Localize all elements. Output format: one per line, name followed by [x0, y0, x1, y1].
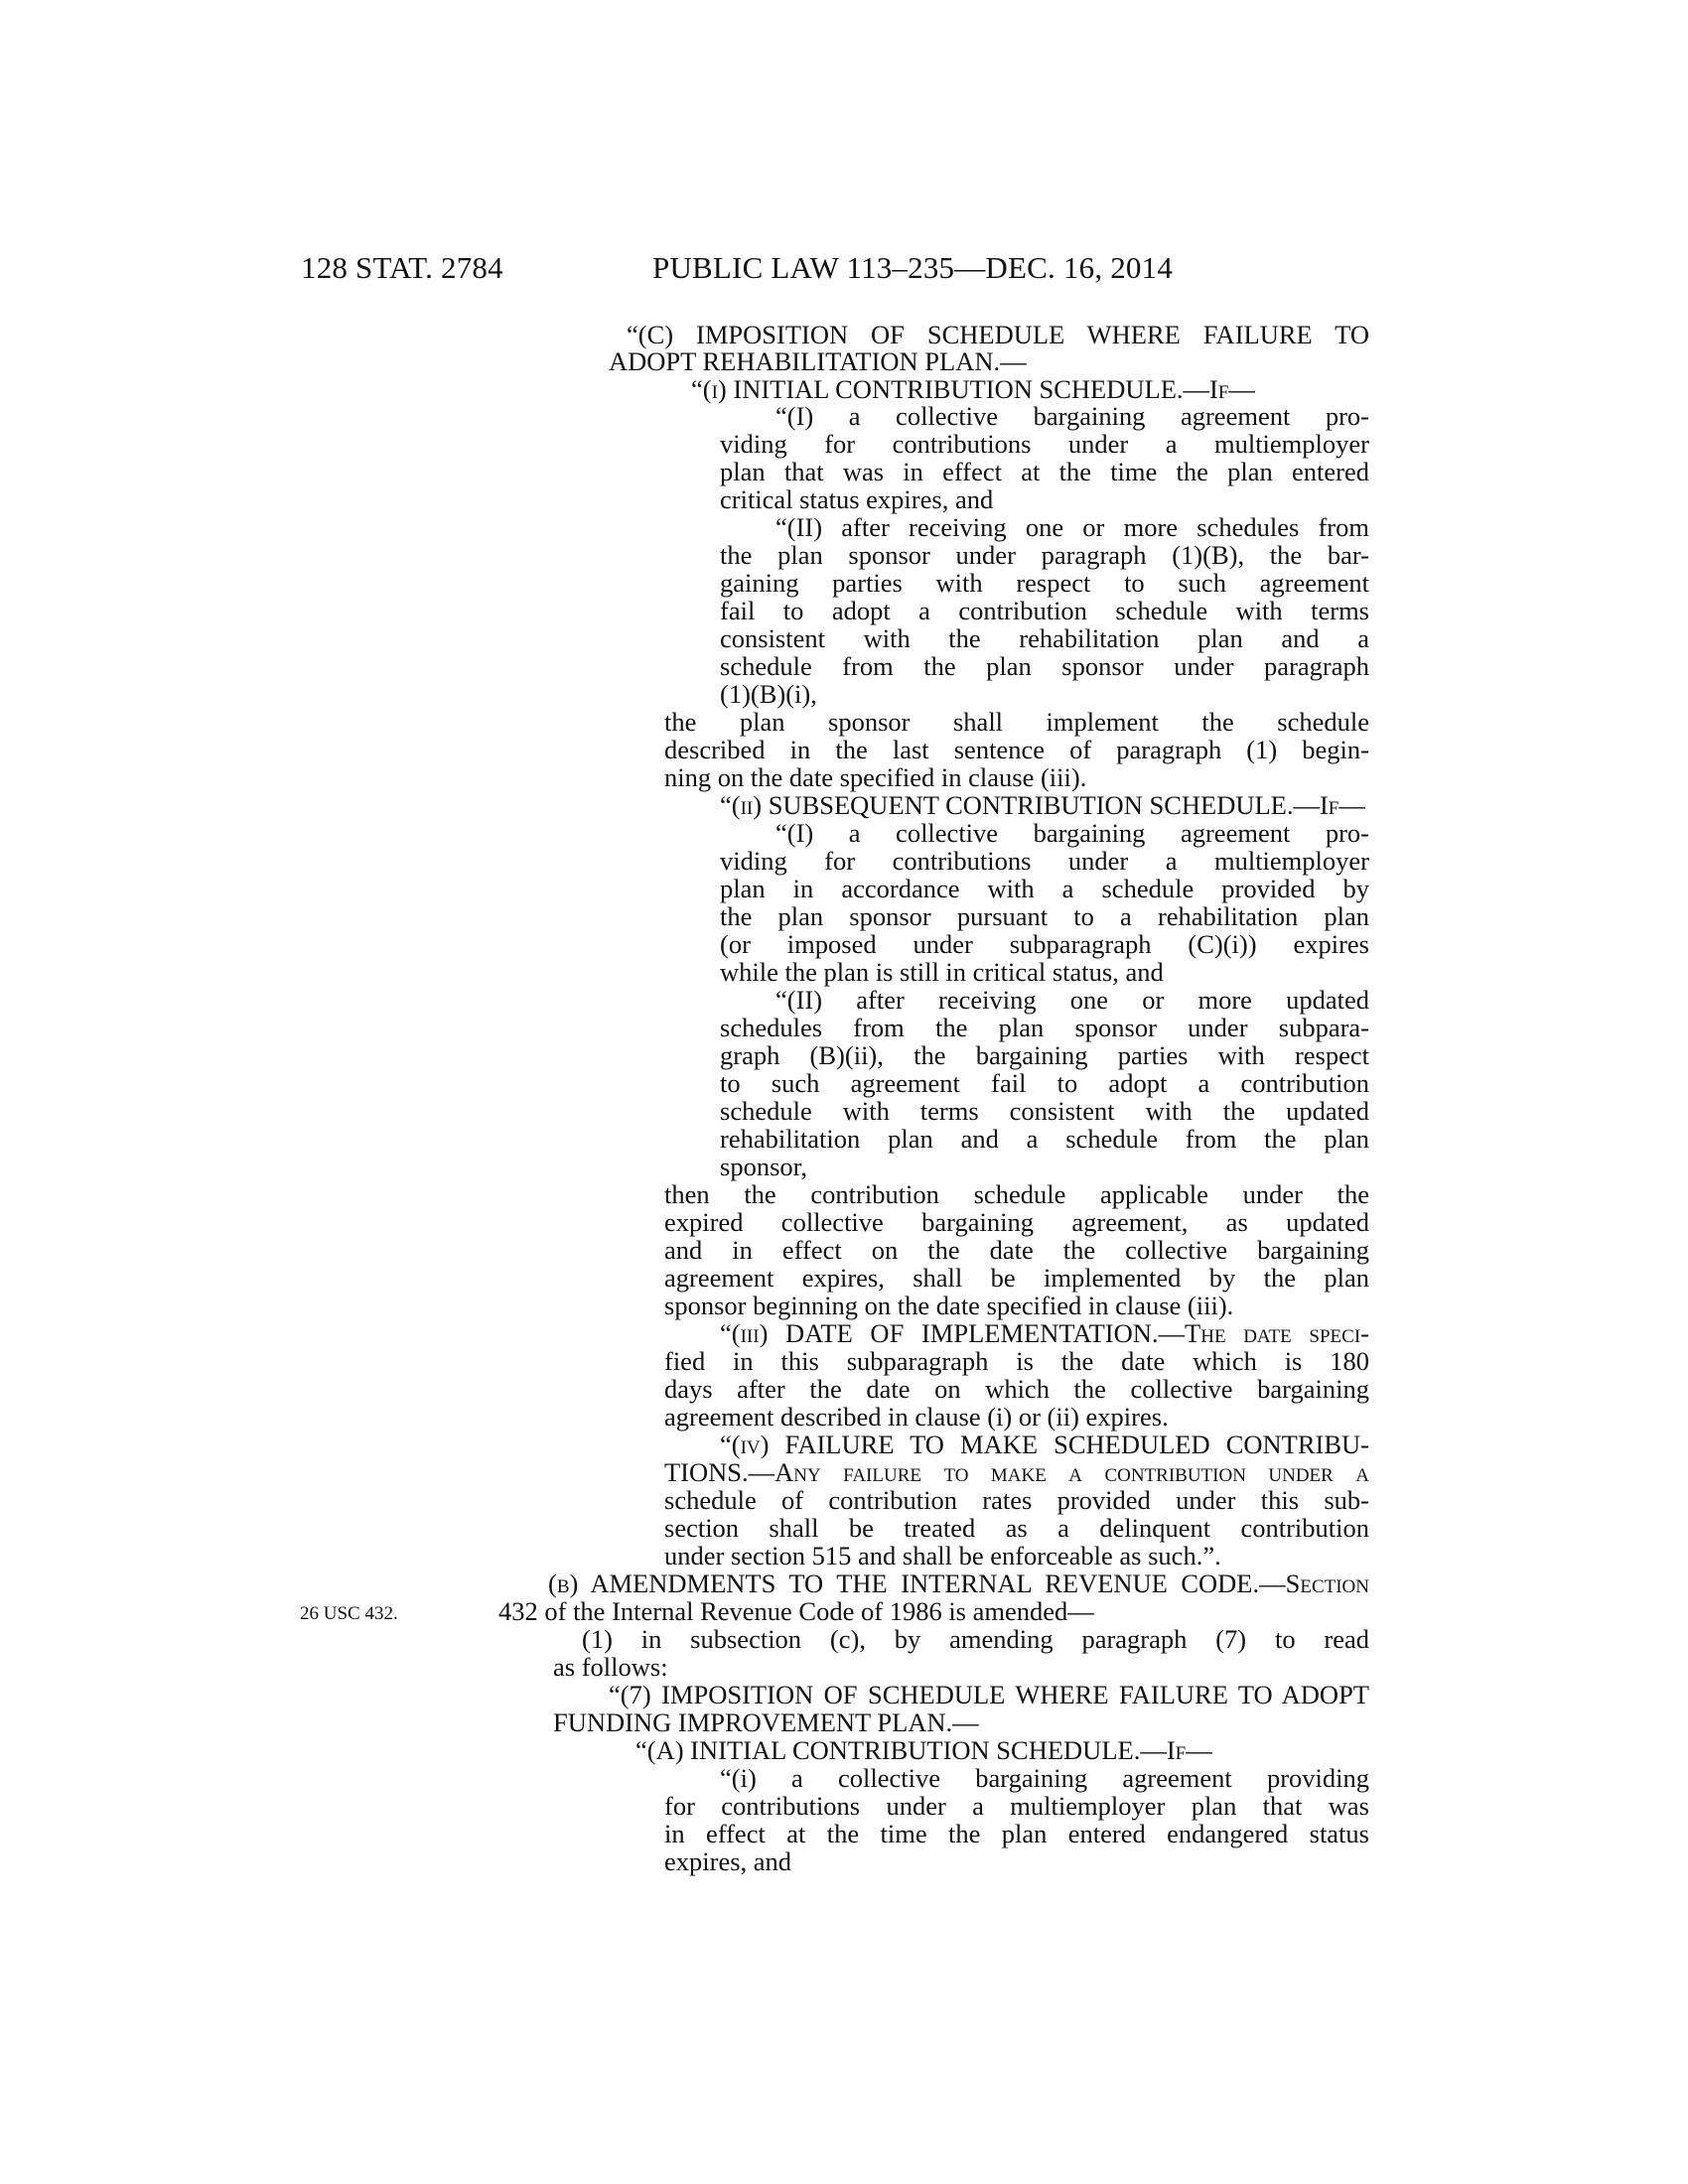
- text-line: TIONS.—Any failure to make a contribution under a: [664, 1457, 1369, 1487]
- text-line: plan in accordance with a schedule provided by: [720, 874, 1369, 903]
- text-line: “(i) INITIAL CONTRIBUTION SCHEDULE.—If—: [691, 374, 1255, 404]
- public-law-reference: PUBLIC LAW 113–235—DEC. 16, 2014: [652, 250, 1174, 285]
- text-line: (b) AMENDMENTS TO THE INTERNAL REVENUE CODE.—Section: [548, 1569, 1369, 1598]
- text-line: section shall be treated as a delinquent contribution: [664, 1513, 1369, 1543]
- text-line: “(iv) FAILURE TO MAKE SCHEDULED CONTRIBU-: [720, 1430, 1369, 1459]
- text-line: “(C) IMPOSITION OF SCHEDULE WHERE FAILURE TO: [627, 320, 1369, 349]
- text-line: ADOPT REHABILITATION PLAN.—: [609, 346, 1027, 376]
- text-line: viding for contributions under a multiemployer: [720, 429, 1369, 459]
- text-line: and in effect on the date the collective bargaining: [664, 1235, 1369, 1265]
- text-line: gaining parties with respect to such agreement: [720, 568, 1369, 598]
- text-line: (or imposed under subparagraph (C)(i)) expires: [720, 929, 1369, 959]
- text-line: expired collective bargaining agreement, as updated: [664, 1207, 1369, 1237]
- text-line: agreement expires, shall be implemented by the plan: [664, 1263, 1369, 1293]
- text-line: “(iii) DATE OF IMPLEMENTATION.—The date speci-: [720, 1318, 1369, 1348]
- text-line: “(II) after receiving one or more updated: [775, 985, 1369, 1015]
- text-line: consistent with the rehabilitation plan and a: [720, 623, 1369, 653]
- text-line: “(A) INITIAL CONTRIBUTION SCHEDULE.—If—: [635, 1735, 1212, 1765]
- text-line: fied in this subparagraph is the date which is 180: [664, 1346, 1369, 1376]
- text-line: fail to adopt a contribution schedule with terms: [720, 596, 1369, 625]
- text-line: plan that was in effect at the time the plan entered: [720, 457, 1369, 486]
- text-line: to such agreement fail to adopt a contribution: [720, 1068, 1369, 1098]
- text-line: schedule with terms consistent with the updated: [720, 1096, 1369, 1126]
- text-line: (1)(B)(i),: [720, 679, 817, 709]
- text-line: “(I) a collective bargaining agreement pro-: [775, 818, 1369, 848]
- text-line: critical status expires, and: [720, 484, 994, 514]
- text-line: as follows:: [553, 1652, 668, 1682]
- text-line: (1) in subsection (c), by amending paragraph (7) to read: [582, 1624, 1369, 1654]
- stat-reference: 128 STAT. 2784: [301, 250, 503, 285]
- text-line: schedule from the plan sponsor under paragraph: [720, 651, 1369, 681]
- text-line: rehabilitation plan and a schedule from the plan: [720, 1124, 1369, 1154]
- text-line: the plan sponsor shall implement the schedule: [664, 707, 1369, 737]
- text-line: for contributions under a multiemployer plan that was: [664, 1791, 1369, 1821]
- text-line: sponsor beginning on the date specified in clause (iii).: [664, 1291, 1234, 1320]
- text-line: described in the last sentence of paragraph (1) begin-: [664, 735, 1369, 764]
- text-line: schedules from the plan sponsor under subpara-: [720, 1013, 1369, 1042]
- text-line: then the contribution schedule applicable under the: [664, 1179, 1369, 1209]
- text-line: “(I) a collective bargaining agreement pro-: [775, 401, 1369, 431]
- text-line: graph (B)(ii), the bargaining parties with respect: [720, 1040, 1369, 1070]
- text-line: FUNDING IMPROVEMENT PLAN.—: [553, 1707, 979, 1737]
- text-line: expires, and: [664, 1846, 792, 1876]
- text-line: schedule of contribution rates provided under this sub-: [664, 1485, 1369, 1515]
- text-line: agreement described in clause (i) or (ii) expires.: [664, 1402, 1169, 1432]
- text-line: days after the date on which the collective bargaining: [664, 1374, 1369, 1404]
- text-line: “(i) a collective bargaining agreement providing: [720, 1763, 1369, 1793]
- text-line: ning on the date specified in clause (iii).: [664, 762, 1087, 792]
- text-line: the plan sponsor under paragraph (1)(B), the bar-: [720, 540, 1369, 570]
- text-line: “(ii) SUBSEQUENT CONTRIBUTION SCHEDULE.—If—: [720, 790, 1365, 820]
- text-line: “(7) IMPOSITION OF SCHEDULE WHERE FAILURE TO ADOPT: [609, 1680, 1369, 1709]
- text-line: in effect at the time the plan entered endangered status: [664, 1819, 1369, 1848]
- text-line: the plan sponsor pursuant to a rehabilitation plan: [720, 901, 1369, 931]
- text-line: “(II) after receiving one or more schedules from: [775, 512, 1369, 542]
- text-line: while the plan is still in critical status, and: [720, 957, 1164, 987]
- text-line: 432 of the Internal Revenue Code of 1986 is amended—: [498, 1596, 1094, 1626]
- text-line: under section 515 and shall be enforceable as such.”.: [664, 1541, 1221, 1570]
- text-line: sponsor,: [720, 1152, 808, 1181]
- text-line: viding for contributions under a multiemployer: [720, 846, 1369, 876]
- margin-note-usc: 26 USC 432.: [300, 1603, 398, 1624]
